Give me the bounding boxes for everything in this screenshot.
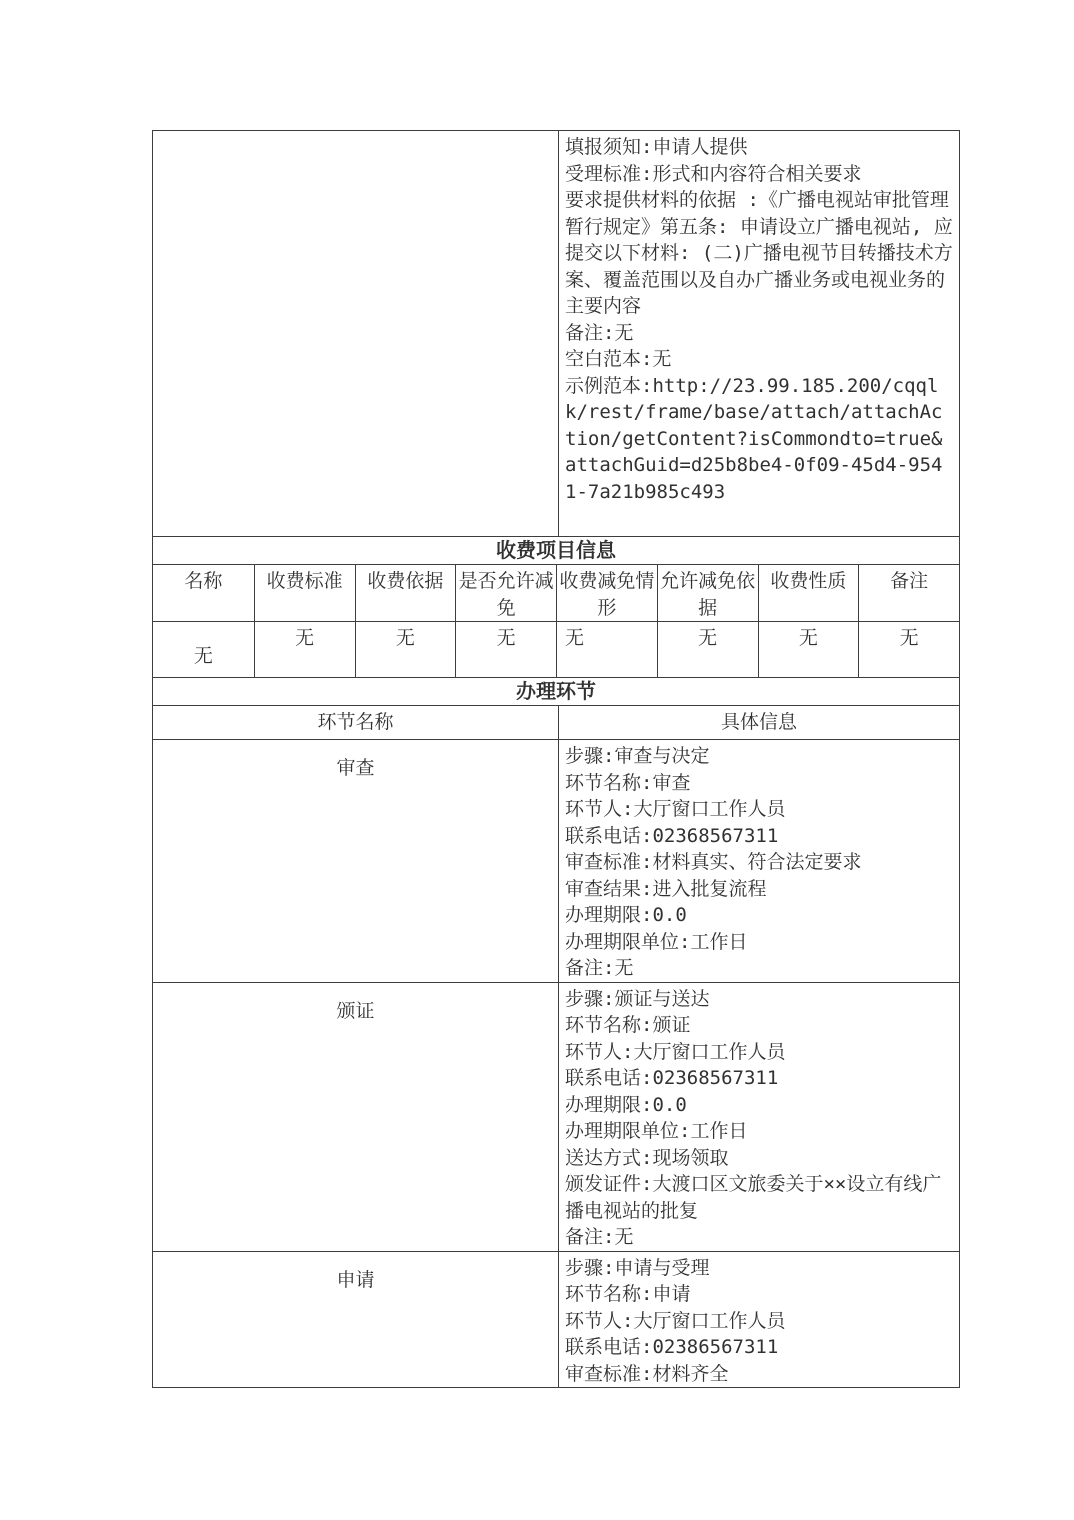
step-name-cell: 申请 [153, 1252, 559, 1388]
fee-header-row [153, 564, 959, 621]
step-details-cell [559, 740, 959, 982]
approval-detail-table [152, 130, 960, 1388]
fee-header-cell: 收费性质 [758, 565, 859, 621]
steps-header-name: 环节名称 [153, 706, 559, 739]
fee-header-cell: 备注 [858, 565, 959, 621]
fee-header-cell: 允许减免依据 [657, 565, 758, 621]
notice-line: 备注:无 [565, 321, 634, 344]
step-row [153, 739, 959, 982]
notice-line: 空白范本:无 [565, 348, 672, 370]
notice-line: 受理标准:形式和内容符合相关要求 [565, 162, 862, 185]
step-detail-line: 环节名称:申请 [565, 1283, 691, 1305]
step-detail-line: 环节人:大厅窗口工作人员 [565, 798, 786, 820]
step-row [153, 982, 959, 1251]
step-detail-line: 环节人:大厅窗口工作人员 [565, 1040, 786, 1063]
fee-header-cell: 是否允许减免 [455, 565, 556, 621]
step-detail-line: 备注:无 [565, 1226, 634, 1248]
step-detail-line: 办理期限单位:工作日 [565, 930, 748, 953]
step-detail-line: 备注:无 [565, 957, 634, 979]
step-detail-line: 送达方式:现场领取 [565, 1146, 729, 1169]
fee-value-cell: 无 [758, 622, 859, 677]
notice-cell [559, 131, 959, 536]
fee-header-cell: 收费标准 [254, 565, 355, 621]
notice-line: 要求提供材料的依据 :《广播电视站审批管理暂行规定》第五条: 申请设立广播电视站, 应提交以下材料: (二)广播电视节目转播技术方案、覆盖范围以及自办广播业务或电视业务的主要内容 [565, 189, 953, 317]
step-detail-line: 环节名称:审查 [565, 771, 691, 794]
steps-header-row [153, 705, 959, 739]
notice-row [153, 131, 959, 536]
step-details-cell [559, 1252, 959, 1388]
fee-value-cell: 无 [455, 622, 556, 677]
step-name-cell: 颁证 [153, 983, 559, 1251]
fee-header-cell: 名称 [184, 570, 223, 592]
step-detail-line: 步骤:颁证与送达 [565, 987, 710, 1010]
fee-value-cell: 无 [355, 622, 456, 677]
step-name-cell: 审查 [153, 740, 559, 982]
fee-header-cell: 收费减免情形 [556, 565, 657, 621]
step-detail-line: 步骤:申请与受理 [565, 1256, 710, 1279]
notice-sample-url: 示例范本:http://23.99.185.200/cqqlk/rest/frame/base/attach/attachAction/getContent?isCommondto=true&attachGuid=d25b8be4-0f09-45d4-9541-7a21b985c493 [565, 374, 943, 503]
step-detail-line: 审查标准:材料真实、符合法定要求 [565, 851, 862, 873]
notice-empty-cell [153, 131, 559, 536]
fee-header-cell: 收费依据 [355, 565, 456, 621]
fee-value-cell: 无 [254, 622, 355, 677]
step-detail-line: 办理期限:0.0 [565, 904, 687, 926]
fee-value-cell: 无 [556, 622, 657, 677]
step-detail-line: 环节名称:颁证 [565, 1014, 691, 1036]
steps-header-info: 具体信息 [720, 711, 797, 733]
step-detail-line: 办理期限单位:工作日 [565, 1120, 748, 1142]
step-detail-line: 联系电话:02386567311 [565, 1336, 779, 1358]
steps-section-title: 办理环节 [153, 677, 959, 705]
fee-value-cell: 无 [657, 622, 758, 677]
fee-data-row [153, 621, 959, 677]
step-row [153, 1251, 959, 1388]
fee-value-cell: 无 [858, 622, 959, 677]
step-detail-line: 颁发证件:大渡口区文旅委关于××设立有线广播电视站的批复 [565, 1173, 942, 1222]
step-detail-line: 环节人:大厅窗口工作人员 [565, 1309, 786, 1332]
step-detail-line: 步骤:审查与决定 [565, 745, 710, 767]
fee-value-cell: 无 [193, 644, 213, 667]
step-detail-line: 联系电话:02368567311 [565, 824, 779, 847]
step-detail-line: 审查结果:进入批复流程 [565, 877, 767, 900]
step-detail-line: 审查标准:材料齐全 [565, 1362, 729, 1385]
fee-section-title: 收费项目信息 [153, 536, 959, 564]
step-detail-line: 办理期限:0.0 [565, 1093, 687, 1116]
step-detail-line: 联系电话:02368567311 [565, 1067, 779, 1089]
step-details-cell [559, 983, 959, 1251]
notice-line: 填报须知:申请人提供 [565, 136, 748, 158]
